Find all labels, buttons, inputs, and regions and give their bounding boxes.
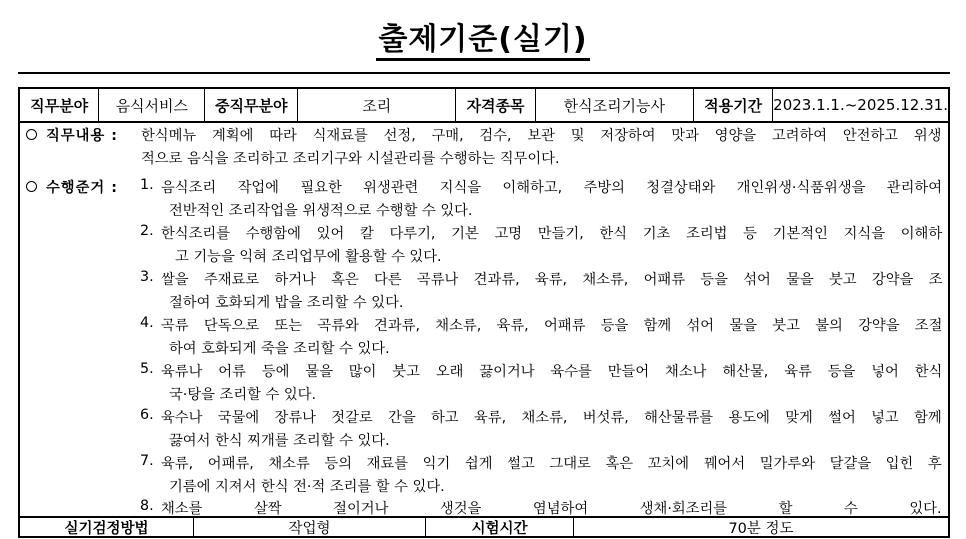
field-value: 음식서비스 xyxy=(99,89,205,121)
criteria-line: 고 기능을 익혀 조리업무에 활용할 수 있다. xyxy=(175,249,442,265)
criteria-line: 육류, 어패류, 채소류 등의 재료를 익기 쉽게 썰고 그대로 혹은 꼬치에 꿰어서 밀가루와 달걀을 입힌 후 xyxy=(161,456,942,472)
bullet-circle-icon xyxy=(26,181,37,192)
subfield-value: 조리 xyxy=(298,89,456,121)
period-label: 적용기간 xyxy=(694,89,773,121)
duty-line: 한식메뉴 계획에 따라 식재료를 선정, 구매, 검수, 보관 및 저장하여 맛과 영양을 고려하여 안전하고 위생 xyxy=(141,128,942,144)
criteria-label: 수행준거 : xyxy=(46,180,118,196)
method-value: 작업형 xyxy=(194,518,426,536)
criteria-line: 절하여 호화되게 밥을 조리할 수 있다. xyxy=(169,295,404,311)
method-label: 실기검정방법 xyxy=(20,518,194,536)
criteria-number: 1. xyxy=(140,177,154,193)
bullet-circle-icon xyxy=(26,129,37,140)
criteria-line: 끓여서 한식 찌개를 조리할 수 있다. xyxy=(169,433,390,449)
criteria-line: 음식조리 작업에 필요한 위생관련 지식을 이해하고, 주방의 청결상태와 개인위생·식품위생을 관리하여 xyxy=(161,180,943,196)
criteria-number: 7. xyxy=(140,453,154,469)
duty-label: 직무내용 : xyxy=(46,128,118,144)
criteria-number: 3. xyxy=(140,269,154,285)
subfield-label: 중직무분야 xyxy=(205,89,298,121)
duty-line: 적으로 음식을 조리하고 조리기구와 시설관리를 수행하는 직무이다. xyxy=(141,151,560,167)
footer-table xyxy=(18,516,950,538)
content-section xyxy=(18,123,950,516)
period-value: 2023.1.1.~2025.12.31. xyxy=(773,96,948,114)
criteria-line: 한식조리를 수행함에 있어 칼 다루기, 기본 고명 만들기, 한식 기초 조리법 등 기본적인 지식을 이해하 xyxy=(161,226,943,242)
criteria-line: 기름에 지져서 한식 전·적 조리를 할 수 있다. xyxy=(169,479,445,495)
title-divider xyxy=(18,72,950,74)
criteria-line: 채소를 살짝 절이거나 생것을 염념하여 생채·회조리를 할 수 있다. xyxy=(161,501,942,517)
criteria-number: 5. xyxy=(140,361,154,377)
header-table xyxy=(18,87,950,123)
criteria-line: 곡류 단독으로 또는 곡류와 견과류, 채소류, 육류, 어패류 등을 함께 섞어 물을 붓고 불의 강약을 조절 xyxy=(161,318,943,334)
time-label: 시험시간 xyxy=(426,518,574,536)
criteria-number: 4. xyxy=(140,315,154,331)
qualification-value: 한식조리기능사 xyxy=(536,89,694,121)
criteria-line: 육수나 국물에 장류나 젓갈로 간을 하고 육류, 채소류, 버섯류, 해산물류를 용도에 맞게 썰어 넣고 함께 xyxy=(161,410,942,426)
criteria-line: 하여 호화되게 죽을 조리할 수 있다. xyxy=(169,341,390,357)
field-label: 직무분야 xyxy=(20,89,99,121)
criteria-line: 육류나 어류 등에 물을 많이 붓고 오래 끓이거나 육수를 만들어 채소나 해산물, 육류 등을 넣어 한식 xyxy=(161,364,943,380)
criteria-line: 전반적인 조리작업을 위생적으로 수행할 수 있다. xyxy=(169,203,473,219)
criteria-line: 쌀을 주재료로 하거나 혹은 다른 곡류나 견과류, 육류, 채소류, 어패류 등을 섞어 물을 붓고 강약을 조 xyxy=(161,272,943,288)
time-value: 70분 정도 xyxy=(728,520,794,537)
page-title: 출제기준(실기) xyxy=(0,14,966,58)
qualification-label: 자격종목 xyxy=(456,89,535,121)
criteria-number: 8. xyxy=(140,498,154,514)
criteria-number: 6. xyxy=(140,407,154,423)
criteria-line: 국·탕을 조리할 수 있다. xyxy=(169,387,317,403)
criteria-number: 2. xyxy=(140,223,154,239)
